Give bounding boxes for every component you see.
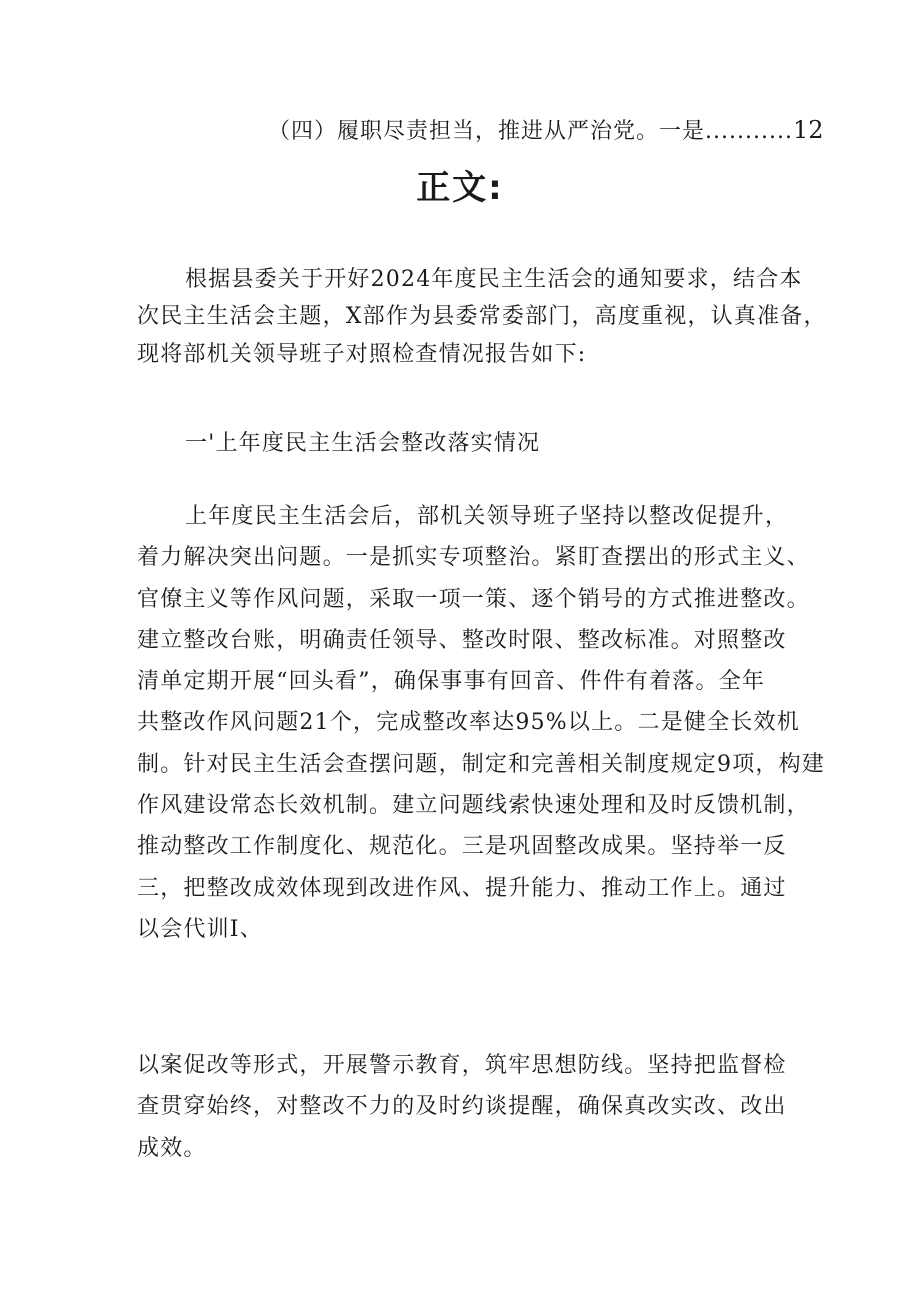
continuation-line: 成效。 [137, 1135, 207, 1161]
body-line: 共整改作风问题21个，完成整改率达95%以上。二是健全长效机 [137, 710, 800, 736]
page-title: 正文: [416, 168, 504, 208]
intro-paragraph [137, 261, 827, 373]
section-heading: 一'上年度民主生活会整改落实情况 [185, 431, 541, 456]
body-paragraph [137, 496, 825, 950]
intro-line: 根据县委关于开好2024年度民主生活会的通知要求，结合本 [185, 267, 803, 292]
intro-line: 次民主生活会主题，X部作为县委常委部门，高度重视，认真准备， [137, 304, 827, 330]
continuation-paragraph [137, 1045, 797, 1169]
toc-leader: ........... [705, 119, 793, 144]
body-line: 上年度民主生活会后，部机关领导班子坚持以整改促提升， [185, 504, 789, 529]
continuation-line: 以案促改等形式，开展警示教育，筑牢思想防线。坚持把监督检 [137, 1053, 787, 1078]
intro-line: 现将部机关领导班子对照检查情况报告如下: [137, 341, 587, 367]
body-line: 推动整改工作制度化、规范化。三是巩固整改成果。坚持举一反 [137, 834, 787, 860]
body-line: 着力解决突出问题。一是抓实专项整治。紧盯查摆出的形式主义、 [137, 545, 810, 571]
body-line: 官僚主义等作风问题，采取一项一策、逐个销号的方式推进整改。 [137, 586, 810, 612]
body-line: 以会代训I、 [137, 916, 263, 942]
continuation-line: 查贯穿始终，对整改不力的及时约谈提醒，确保真改实改、改出 [137, 1094, 787, 1120]
body-line: 作风建设常态长效机制。建立问题线索快速处理和及时反馈机制， [137, 793, 810, 819]
body-line: 建立整改台账，明确责任领导、整改时限、整改标准。对照整改 [137, 627, 787, 653]
body-line: 三，把整改成效体现到改进作风、提升能力、推动工作上。通过 [137, 875, 787, 901]
toc-entry[interactable] [268, 112, 824, 150]
body-line: 清单定期开展“回头看”，确保事事有回音、件件有着落。全年 [137, 669, 766, 695]
toc-entry-text: （四）履职尽责担当，推进从严治党。一是 [268, 119, 706, 144]
body-line: 制。针对民主生活会查摆问题，制定和完善相关制度规定9项，构建 [137, 751, 825, 777]
toc-page-number: 12 [792, 116, 824, 144]
